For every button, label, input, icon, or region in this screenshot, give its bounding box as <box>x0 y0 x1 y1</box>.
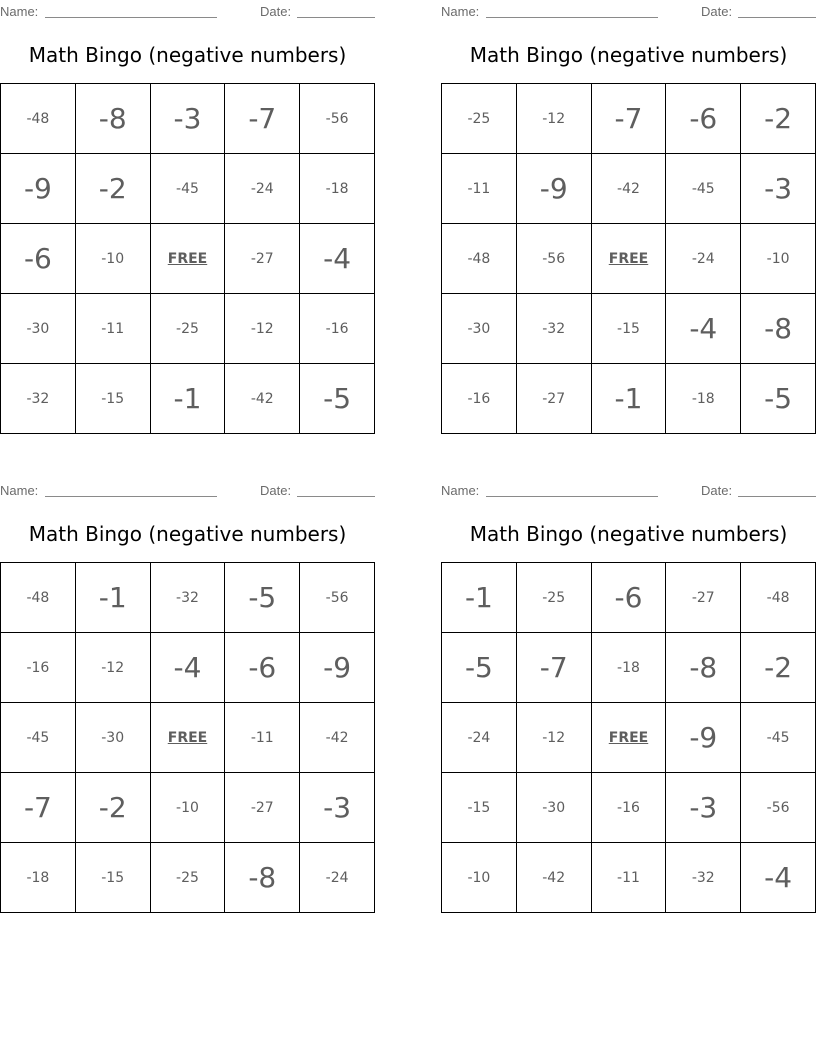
bingo-cell: -45 <box>741 703 816 773</box>
date-blank-line <box>738 496 816 497</box>
bingo-cell: -4 <box>666 294 741 364</box>
bingo-cell: -18 <box>592 633 667 703</box>
bingo-cell: -12 <box>225 294 300 364</box>
bingo-grid <box>441 562 816 913</box>
bingo-cell: -48 <box>1 84 76 154</box>
bingo-cell: -6 <box>1 224 76 294</box>
bingo-cell: -30 <box>517 773 592 843</box>
bingo-cell: -10 <box>151 773 226 843</box>
name-blank-line <box>486 17 658 18</box>
bingo-cell: -2 <box>741 633 816 703</box>
bingo-cell: -8 <box>666 633 741 703</box>
card-title: Math Bingo (negative numbers) <box>469 522 788 546</box>
bingo-cell: -24 <box>666 224 741 294</box>
bingo-cell: -10 <box>442 843 517 913</box>
bingo-cell: -4 <box>151 633 226 703</box>
bingo-cell: -11 <box>76 294 151 364</box>
bingo-cell: -30 <box>442 294 517 364</box>
date-blank-line <box>738 17 816 18</box>
date-blank-line <box>297 496 375 497</box>
bingo-cell: -9 <box>666 703 741 773</box>
bingo-cell: -10 <box>76 224 151 294</box>
bingo-cell: -4 <box>300 224 375 294</box>
bingo-cell: -12 <box>517 84 592 154</box>
bingo-cell: -6 <box>225 633 300 703</box>
bingo-cell: -3 <box>666 773 741 843</box>
bingo-cell: -6 <box>666 84 741 154</box>
bingo-cell: -8 <box>225 843 300 913</box>
bingo-cell: -9 <box>300 633 375 703</box>
name-date-row <box>0 479 375 501</box>
bingo-grid <box>441 83 816 434</box>
name-blank-line <box>486 496 658 497</box>
card-title: Math Bingo (negative numbers) <box>28 522 347 546</box>
bingo-cell: -16 <box>592 773 667 843</box>
bingo-cell: -1 <box>442 563 517 633</box>
free-space: FREE <box>592 703 667 773</box>
bingo-cell: -48 <box>741 563 816 633</box>
bingo-cell: -3 <box>151 84 226 154</box>
bingo-cell: -1 <box>592 364 667 434</box>
bingo-cell: -48 <box>1 563 76 633</box>
bingo-grid <box>0 83 375 434</box>
bingo-cell: -9 <box>517 154 592 224</box>
bingo-cell: -45 <box>666 154 741 224</box>
name-blank-line <box>45 496 217 497</box>
bingo-cell: -56 <box>741 773 816 843</box>
bingo-cell: -25 <box>151 294 226 364</box>
bingo-cell: -32 <box>517 294 592 364</box>
bingo-cell: -42 <box>300 703 375 773</box>
bingo-cell: -18 <box>1 843 76 913</box>
bingo-cell: -30 <box>76 703 151 773</box>
bingo-cell: -25 <box>442 84 517 154</box>
bingo-cell: -27 <box>666 563 741 633</box>
bingo-cell: -24 <box>225 154 300 224</box>
bingo-cell: -18 <box>300 154 375 224</box>
bingo-cell: -11 <box>442 154 517 224</box>
bingo-cell: -24 <box>442 703 517 773</box>
bingo-cell: -3 <box>741 154 816 224</box>
bingo-cell: -12 <box>517 703 592 773</box>
bingo-cell: -5 <box>225 563 300 633</box>
bingo-cell: -56 <box>300 84 375 154</box>
bingo-cell: -27 <box>517 364 592 434</box>
name-label: Name: <box>0 483 39 498</box>
bingo-cell: -48 <box>442 224 517 294</box>
bingo-cell: -16 <box>1 633 76 703</box>
bingo-card-2 <box>441 0 816 434</box>
bingo-cell: -24 <box>300 843 375 913</box>
bingo-cell: -25 <box>151 843 226 913</box>
bingo-cell: -2 <box>76 154 151 224</box>
bingo-cell: -45 <box>151 154 226 224</box>
bingo-cell: -42 <box>517 843 592 913</box>
bingo-cell: -5 <box>741 364 816 434</box>
name-label: Name: <box>441 483 480 498</box>
date-label: Date: <box>701 483 733 498</box>
bingo-cell: -32 <box>666 843 741 913</box>
bingo-cell: -15 <box>76 364 151 434</box>
bingo-cell: -25 <box>517 563 592 633</box>
bingo-grid <box>0 562 375 913</box>
bingo-cell: -27 <box>225 773 300 843</box>
bingo-cell: -15 <box>76 843 151 913</box>
bingo-cell: -1 <box>151 364 226 434</box>
free-space: FREE <box>151 703 226 773</box>
date-label: Date: <box>260 483 292 498</box>
bingo-cell: -8 <box>741 294 816 364</box>
bingo-cell: -32 <box>151 563 226 633</box>
bingo-cell: -2 <box>741 84 816 154</box>
bingo-cell: -15 <box>592 294 667 364</box>
name-blank-line <box>45 17 217 18</box>
bingo-cell: -10 <box>741 224 816 294</box>
date-blank-line <box>297 17 375 18</box>
bingo-cell: -56 <box>517 224 592 294</box>
bingo-cell: -27 <box>225 224 300 294</box>
bingo-card-1 <box>0 0 375 434</box>
name-label: Name: <box>441 4 480 19</box>
bingo-cell: -3 <box>300 773 375 843</box>
bingo-cell: -1 <box>76 563 151 633</box>
free-space: FREE <box>151 224 226 294</box>
free-space: FREE <box>592 224 667 294</box>
bingo-cell: -16 <box>300 294 375 364</box>
bingo-cell: -42 <box>592 154 667 224</box>
card-title: Math Bingo (negative numbers) <box>469 43 788 67</box>
bingo-cell: -16 <box>442 364 517 434</box>
bingo-cell: -30 <box>1 294 76 364</box>
bingo-cell: -11 <box>225 703 300 773</box>
bingo-card-3 <box>0 479 375 913</box>
bingo-cell: -7 <box>1 773 76 843</box>
bingo-cell: -4 <box>741 843 816 913</box>
date-label: Date: <box>701 4 733 19</box>
date-label: Date: <box>260 4 292 19</box>
bingo-cell: -9 <box>1 154 76 224</box>
bingo-card-4 <box>441 479 816 913</box>
name-date-row <box>441 479 816 501</box>
bingo-cell: -56 <box>300 563 375 633</box>
name-label: Name: <box>0 4 39 19</box>
card-title: Math Bingo (negative numbers) <box>28 43 347 67</box>
bingo-cell: -12 <box>76 633 151 703</box>
bingo-cell: -7 <box>592 84 667 154</box>
bingo-cell: -7 <box>225 84 300 154</box>
name-date-row <box>0 0 375 22</box>
bingo-cell: -6 <box>592 563 667 633</box>
bingo-cell: -15 <box>442 773 517 843</box>
bingo-cell: -5 <box>300 364 375 434</box>
bingo-cell: -11 <box>592 843 667 913</box>
bingo-cell: -7 <box>517 633 592 703</box>
bingo-cell: -45 <box>1 703 76 773</box>
bingo-cell: -42 <box>225 364 300 434</box>
bingo-cell: -8 <box>76 84 151 154</box>
bingo-cell: -5 <box>442 633 517 703</box>
name-date-row <box>441 0 816 22</box>
bingo-cell: -2 <box>76 773 151 843</box>
bingo-cell: -32 <box>1 364 76 434</box>
bingo-cell: -18 <box>666 364 741 434</box>
